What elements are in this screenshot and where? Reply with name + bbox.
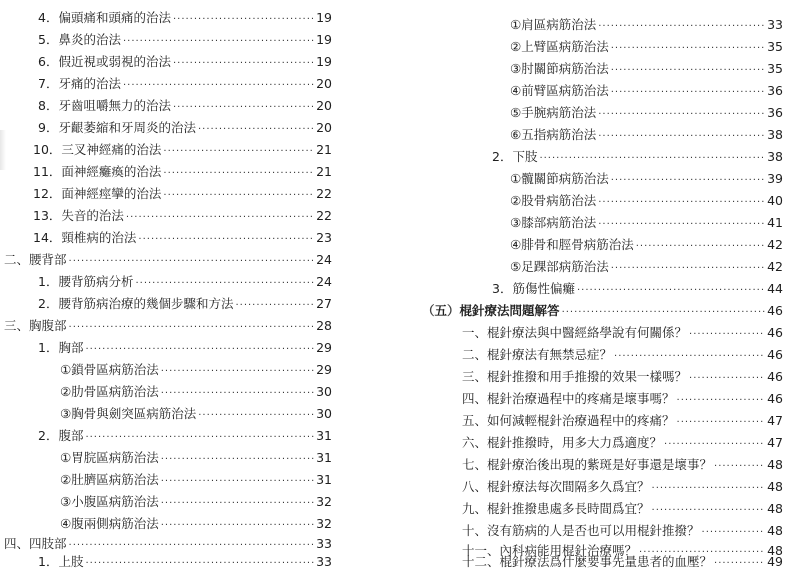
toc-entry <box>462 498 783 520</box>
toc-entry-label: ④前臂區病筋治法 <box>510 83 609 98</box>
toc-entry <box>510 36 783 58</box>
toc-entry-label: 十、沒有筋病的人是否也可以用棍針推撥？ <box>462 523 700 538</box>
toc-entry-page: 19 <box>316 54 332 69</box>
toc-entry <box>38 73 332 95</box>
leader-dots <box>611 258 765 280</box>
toc-entry-page: 38 <box>767 127 783 142</box>
toc-entry-label: 13．失音的治法 <box>33 208 124 223</box>
toc-entry-label: ④腹兩側病筋治法 <box>60 516 159 531</box>
leader-dots <box>539 148 765 170</box>
leader-dots <box>85 553 314 575</box>
toc-entry-label: ⑤手腕病筋治法 <box>510 105 597 120</box>
toc-entry <box>38 7 332 29</box>
toc-entry-label: 一、棍針療法與中醫經絡學說有何關係？ <box>462 325 688 340</box>
toc-entry-page: 31 <box>316 472 332 487</box>
toc-entry-label: 7．牙痛的治法 <box>38 76 121 91</box>
leader-dots <box>598 126 765 148</box>
leader-dots <box>611 60 765 82</box>
toc-entry-page: 20 <box>316 98 332 113</box>
toc-entry <box>38 551 332 573</box>
toc-entry-label: ①肩區病筋治法 <box>510 17 597 32</box>
toc-entry <box>38 95 332 117</box>
toc-entry-page: 29 <box>316 362 332 377</box>
toc-entry-page: 48 <box>767 457 783 472</box>
toc-entry <box>38 425 332 447</box>
leader-dots <box>135 273 314 295</box>
toc-entry-page: 31 <box>316 428 332 443</box>
toc-entry-label <box>422 300 560 322</box>
toc-entry-label: ②肚臍區病筋治法 <box>60 472 159 487</box>
toc-entry <box>510 80 783 102</box>
toc-entry-page: 39 <box>767 171 783 186</box>
toc-section <box>4 249 332 271</box>
toc-entry-page: 30 <box>316 406 332 421</box>
toc-entry-label: 三、胸腹部 <box>4 318 67 333</box>
leader-dots <box>235 295 314 317</box>
toc-entry <box>462 551 783 573</box>
toc-entry-label: 2．下肢 <box>492 149 538 164</box>
leader-dots <box>598 214 765 236</box>
toc-entry-label: 1．胸部 <box>38 340 84 355</box>
toc-entry-label: ③膝部病筋治法 <box>510 215 597 230</box>
toc-entry <box>462 520 783 542</box>
toc-entry-label: ⑥五指病筋治法 <box>510 127 597 142</box>
leader-dots <box>123 75 314 97</box>
leader-dots <box>85 427 314 449</box>
toc-entry-page: 46 <box>767 325 783 340</box>
leader-dots <box>611 82 765 104</box>
toc-entry-page: 46 <box>767 369 783 384</box>
leader-dots <box>652 500 766 522</box>
toc-section <box>4 315 332 337</box>
leader-dots <box>198 405 314 427</box>
leader-dots <box>198 119 314 141</box>
toc-entry-page: 30 <box>316 384 332 399</box>
toc-entry <box>60 469 332 491</box>
chapter-close-paren: ） <box>447 303 460 318</box>
toc-entry <box>38 29 332 51</box>
leader-dots <box>577 280 765 302</box>
toc-entry-page: 49 <box>767 554 783 569</box>
toc-entry-label: 1．腰背筋病分析 <box>38 274 134 289</box>
toc-entry-page: 41 <box>767 215 783 230</box>
leader-dots <box>614 346 765 368</box>
toc-entry-page: 19 <box>316 10 332 25</box>
leader-dots <box>173 53 314 75</box>
toc-entry-label: 5．鼻炎的治法 <box>38 32 121 47</box>
toc-entry-page: 46 <box>767 303 783 318</box>
toc-entry <box>33 183 332 205</box>
toc-entry <box>38 293 332 315</box>
toc-entry-page: 24 <box>316 252 332 267</box>
toc-entry-page: 33 <box>316 554 332 569</box>
toc-entry <box>510 168 783 190</box>
toc-entry-page: 36 <box>767 105 783 120</box>
toc-entry <box>462 366 783 388</box>
leader-dots <box>163 163 314 185</box>
toc-entry-label: 十二、棍針療法爲什麼要事先量患者的血壓？ <box>462 554 713 569</box>
toc-entry-page: 35 <box>767 39 783 54</box>
toc-entry-page: 48 <box>767 523 783 538</box>
toc-entry-page: 32 <box>316 516 332 531</box>
leader-dots <box>664 434 765 456</box>
toc-entry-label: ②肋骨區病筋治法 <box>60 384 159 399</box>
toc-entry-label: 八、棍針療法每次間隔多久爲宜？ <box>462 479 650 494</box>
toc-entry-page: 32 <box>316 494 332 509</box>
toc-entry-label: 4．偏頭痛和頭痛的治法 <box>38 10 171 25</box>
toc-entry-label: 二、棍針療法有無禁忌症？ <box>462 347 613 362</box>
leader-dots <box>598 192 765 214</box>
toc-entry-page: 44 <box>767 281 783 296</box>
toc-entry-page: 29 <box>316 340 332 355</box>
toc-entry-page: 19 <box>316 32 332 47</box>
toc-entry <box>510 102 783 124</box>
toc-entry-page: 27 <box>316 296 332 311</box>
toc-entry <box>38 51 332 73</box>
toc-entry <box>33 161 332 183</box>
leader-dots <box>689 324 765 346</box>
toc-entry-page: 48 <box>767 543 783 558</box>
leader-dots <box>611 170 765 192</box>
toc-entry-page: 31 <box>316 450 332 465</box>
toc-entry-label: 8．牙齒咀嚼無力的治法 <box>38 98 171 113</box>
toc-entry <box>38 271 332 293</box>
toc-entry <box>60 359 332 381</box>
leader-dots <box>161 449 314 471</box>
toc-entry-page: 21 <box>316 142 332 157</box>
toc-entry-page: 36 <box>767 83 783 98</box>
toc-entry-label: ③胸骨與劍突區病筋治法 <box>60 406 197 421</box>
toc-entry <box>492 146 783 168</box>
toc-entry-page: 46 <box>767 347 783 362</box>
toc-entry <box>462 410 783 432</box>
toc-entry-label: ③肘關節病筋治法 <box>510 61 609 76</box>
leader-dots <box>69 317 315 339</box>
toc-entry <box>510 14 783 36</box>
toc-entry-page: 20 <box>316 76 332 91</box>
chapter-number: 五 <box>434 303 448 318</box>
toc-entry <box>60 513 332 535</box>
toc-entry <box>462 454 783 476</box>
toc-entry <box>38 337 332 359</box>
leader-dots <box>598 16 765 38</box>
toc-entry-label: ⑤足踝部病筋治法 <box>510 259 609 274</box>
toc-entry-page: 35 <box>767 61 783 76</box>
leader-dots <box>126 207 314 229</box>
toc-chapter-heading <box>422 300 783 322</box>
toc-entry-label: 二、腰背部 <box>4 252 67 267</box>
leader-dots <box>69 251 315 273</box>
toc-entry-label: 三、棍針推撥和用手推撥的效果一樣嗎？ <box>462 369 688 384</box>
leader-dots <box>163 141 314 163</box>
leader-dots <box>562 302 766 324</box>
toc-entry <box>38 117 332 139</box>
toc-entry-page: 40 <box>767 193 783 208</box>
leader-dots <box>138 229 314 251</box>
toc-entry <box>33 139 332 161</box>
toc-entry-label: 2．腰背筋病治療的幾個步驟和方法 <box>38 296 234 311</box>
toc-entry-label: 七、棍針療治後出現的紫斑是好事還是壞事？ <box>462 457 713 472</box>
toc-entry-label: 12．面神經痙攣的治法 <box>33 186 162 201</box>
toc-entry-label: 十一、內科病能用棍針治療嗎？ <box>462 543 638 558</box>
toc-entry <box>60 447 332 469</box>
toc-entry-page: 46 <box>767 391 783 406</box>
leader-dots <box>689 368 765 390</box>
leader-dots <box>714 456 765 478</box>
leader-dots <box>161 493 314 515</box>
leader-dots <box>161 361 314 383</box>
toc-entry-label: 五、如何減輕棍針治療過程中的疼痛？ <box>462 413 675 428</box>
toc-entry-page: 33 <box>767 17 783 32</box>
leader-dots <box>636 236 765 258</box>
toc-entry <box>60 403 332 425</box>
toc-entry-label: ③小腹區病筋治法 <box>60 494 159 509</box>
toc-entry-label: ②上臂區病筋治法 <box>510 39 609 54</box>
toc-entry <box>492 278 783 300</box>
leader-dots <box>161 383 314 405</box>
toc-entry-page: 23 <box>316 230 332 245</box>
toc-entry-page: 47 <box>767 435 783 450</box>
toc-entry-label: 11．面神經癱瘓的治法 <box>33 164 162 179</box>
leader-dots <box>714 553 765 575</box>
toc-entry-label: 9．牙齦萎縮和牙周炎的治法 <box>38 120 196 135</box>
leader-dots <box>173 9 314 31</box>
toc-entry <box>462 476 783 498</box>
toc-entry <box>33 205 332 227</box>
toc-entry-label: 14．頸椎病的治法 <box>33 230 137 245</box>
toc-entry <box>462 388 783 410</box>
toc-entry <box>462 432 783 454</box>
toc-entry-page: 22 <box>316 208 332 223</box>
toc-entry-label: 10．三叉神經痛的治法 <box>33 142 162 157</box>
toc-entry-label: 6．假近視或弱視的治法 <box>38 54 171 69</box>
chapter-open-paren: （ <box>422 303 435 318</box>
toc-entry <box>510 256 783 278</box>
toc-entry <box>462 322 783 344</box>
toc-entry-page: 47 <box>767 413 783 428</box>
chapter-title: 棍針療法問題解答 <box>459 303 560 318</box>
leader-dots <box>652 478 766 500</box>
toc-entry <box>462 344 783 366</box>
toc-entry-label: ④腓骨和脛骨病筋治法 <box>510 237 634 252</box>
toc-entry-page: 20 <box>316 120 332 135</box>
toc-entry-label: 1．上肢 <box>38 554 84 569</box>
toc-entry <box>510 124 783 146</box>
leader-dots <box>677 390 766 412</box>
toc-entry-label: ②股骨病筋治法 <box>510 193 597 208</box>
scan-edge-shadow <box>0 130 6 170</box>
toc-entry-label: ①鎖骨區病筋治法 <box>60 362 159 377</box>
toc-entry-page: 28 <box>316 318 332 333</box>
toc-entry-label: 四、棍針治療過程中的疼痛是壞事嗎？ <box>462 391 675 406</box>
leader-dots <box>123 31 314 53</box>
toc-entry <box>510 234 783 256</box>
toc-entry <box>60 491 332 513</box>
leader-dots <box>611 38 765 60</box>
toc-entry-label: 3．筋傷性偏癱 <box>492 281 575 296</box>
toc-entry-page: 38 <box>767 149 783 164</box>
leader-dots <box>163 185 314 207</box>
toc-entry-page: 42 <box>767 259 783 274</box>
leader-dots <box>677 412 766 434</box>
toc-entry-label: ①髖關節病筋治法 <box>510 171 609 186</box>
toc-entry-label: 九、棍針推撥患處多長時間爲宜？ <box>462 501 650 516</box>
toc-entry-label: 四、四肢部 <box>4 536 67 551</box>
toc-entry-page: 21 <box>316 164 332 179</box>
leader-dots <box>598 104 765 126</box>
toc-entry-page: 33 <box>316 536 332 551</box>
toc-entry-page: 24 <box>316 274 332 289</box>
toc-entry-label: 六、棍針推撥時，用多大力爲適度？ <box>462 435 663 450</box>
toc-entry <box>510 190 783 212</box>
toc-entry-page: 42 <box>767 237 783 252</box>
leader-dots <box>161 471 314 493</box>
leader-dots <box>85 339 314 361</box>
toc-entry <box>60 381 332 403</box>
toc-entry-label: 2．腹部 <box>38 428 84 443</box>
toc-entry-page: 48 <box>767 501 783 516</box>
toc-entry <box>33 227 332 249</box>
leader-dots <box>173 97 314 119</box>
toc-entry-page: 48 <box>767 479 783 494</box>
toc-entry-label: ①胃脘區病筋治法 <box>60 450 159 465</box>
toc-entry-page: 22 <box>316 186 332 201</box>
toc-entry <box>510 58 783 80</box>
toc-entry <box>510 212 783 234</box>
